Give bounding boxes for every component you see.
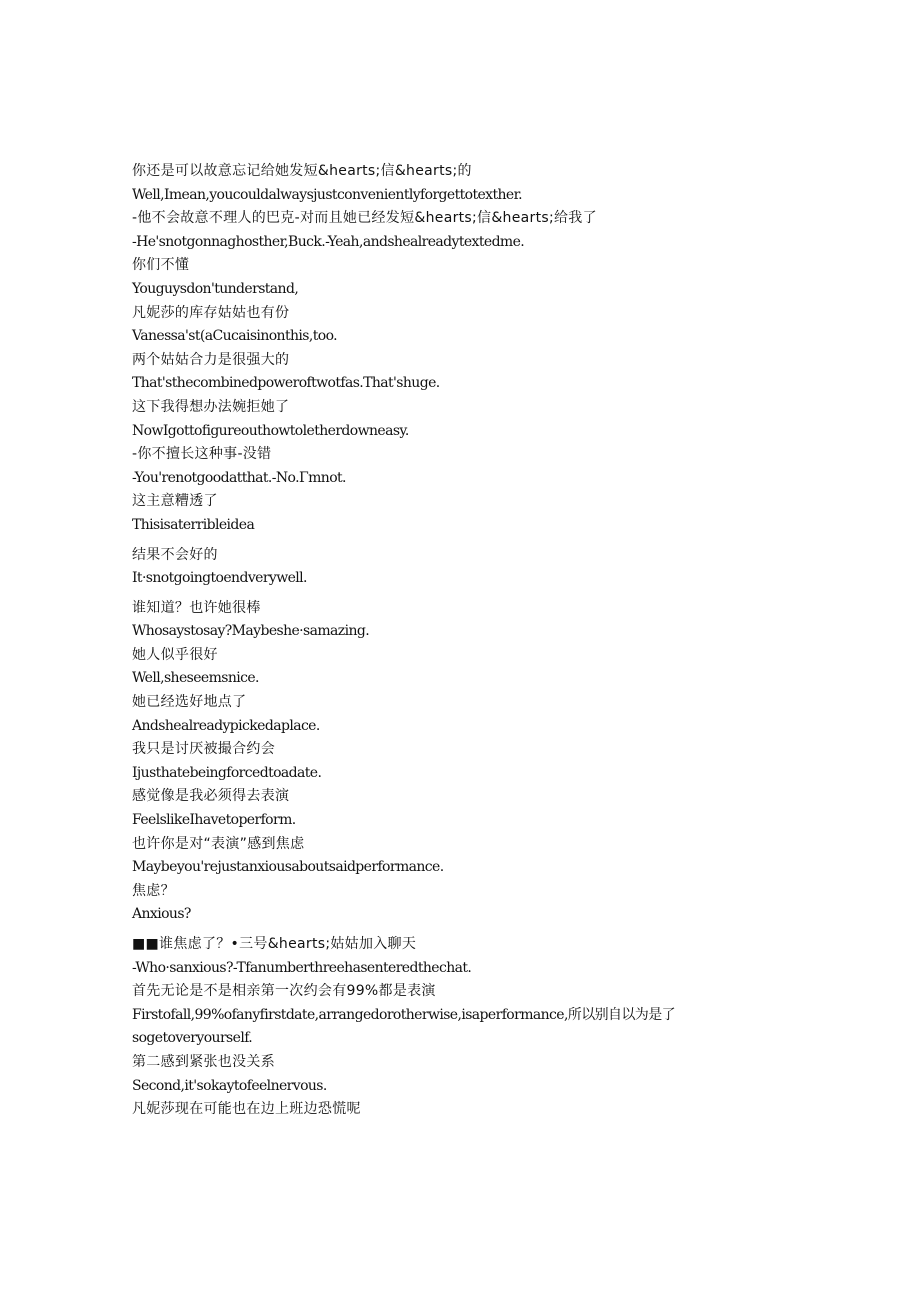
text-line-zh: 她人似乎很好 [132,646,218,663]
text-line-en: Vanessa'st(aCucaisinonthis,too. [132,328,338,345]
text-line-zh: 凡妮莎现在可能也在边上班边恐慌呢 [132,1101,361,1118]
text-line-en: Thisisaterribleidea [132,516,255,533]
subtitle-transcript [132,160,872,1122]
text-line-zh: 谁知道？也许她很棒 [132,599,261,616]
text-line-en: Whosaystosay?Maybeshe·samazing. [132,623,370,640]
text-line-en: Firstofall,99%ofanyfirstdate,arrangedorotherwise,isaperformance,所以别自以为是了 [132,1006,676,1023]
text-line-zh: -你不擅长这种事-没错 [132,446,272,463]
text-line-zh: 你还是可以故意忘记给她发短&hearts;信&hearts;的 [132,163,472,179]
text-line-zh: -他不会故意不理人的巴克-对而且她已经发短&hearts;信&hearts;给我了 [132,210,597,227]
text-line-zh: 结果不会好的 [132,546,218,563]
text-line-en: Ijusthatebeingforcedtoadate. [132,764,322,781]
text-line-zh: 这下我得想办法婉拒她了 [132,398,290,415]
text-line-en: Andshealreadypickedaplace. [132,717,320,734]
text-line-en: That'sthecombinedpoweroftwotfas.That'shuge. [132,375,440,392]
text-line-zh: 你们不懂 [132,257,190,274]
text-line-en: Well,sheseemsnice. [132,670,259,687]
text-line-en: Anxious? [132,906,191,923]
text-line-zh: 也许你是对“表演”感到焦虑 [132,835,305,852]
text-line-zh: 两个姑姑合力是很强大的 [132,351,290,368]
text-line-zh: 她已经选好地点了 [132,694,247,711]
text-line-en: -You'renotgoodatthat.-No.Γmnot. [132,469,346,486]
text-line-en: Well,Imean,youcouldalwaysjustconvenientlyforgettotexther. [132,186,522,203]
text-line-en: Youguysdon'tunderstand, [132,280,299,297]
text-line-zh: 我只是讨厌被撮合约会 [132,741,275,758]
text-line-en: Maybeyou'rejustanxiousaboutsaidperformance. [132,859,444,876]
text-line-zh: ■■谁焦虑了？•三号&hearts;姑姑加入聊天 [132,936,417,952]
text-line-zh: 第二感到紧张也没关系 [132,1053,275,1070]
text-line-zh: 首先无论是不是相亲第一次约会有99%都是表演 [132,983,436,1000]
text-line-en: sogetoveryourself. [132,1030,253,1047]
text-line-zh: 凡妮莎的库存姑姑也有份 [132,304,290,321]
text-line-zh: 焦虑？ [132,882,175,899]
text-line-en: -Who·sanxious?-Tfanumberthreehasenteredthechat. [132,959,472,976]
text-line-en: NowIgottofigureouthowtoletherdowneasy. [132,422,409,439]
text-line-en: It·snotgoingtoendverywell. [132,570,307,587]
text-line-en: -He'snotgonnaghosther,Buck.-Yeah,andshealreadytextedme. [132,233,525,250]
text-line-zh: 这主意糟透了 [132,493,218,510]
text-line-en: Second,it'sokaytofeelnervous. [132,1077,327,1094]
text-line-zh: 感觉像是我必须得去表演 [132,788,290,805]
text-line-en: FeelslikeIhavetoperform. [132,812,296,829]
